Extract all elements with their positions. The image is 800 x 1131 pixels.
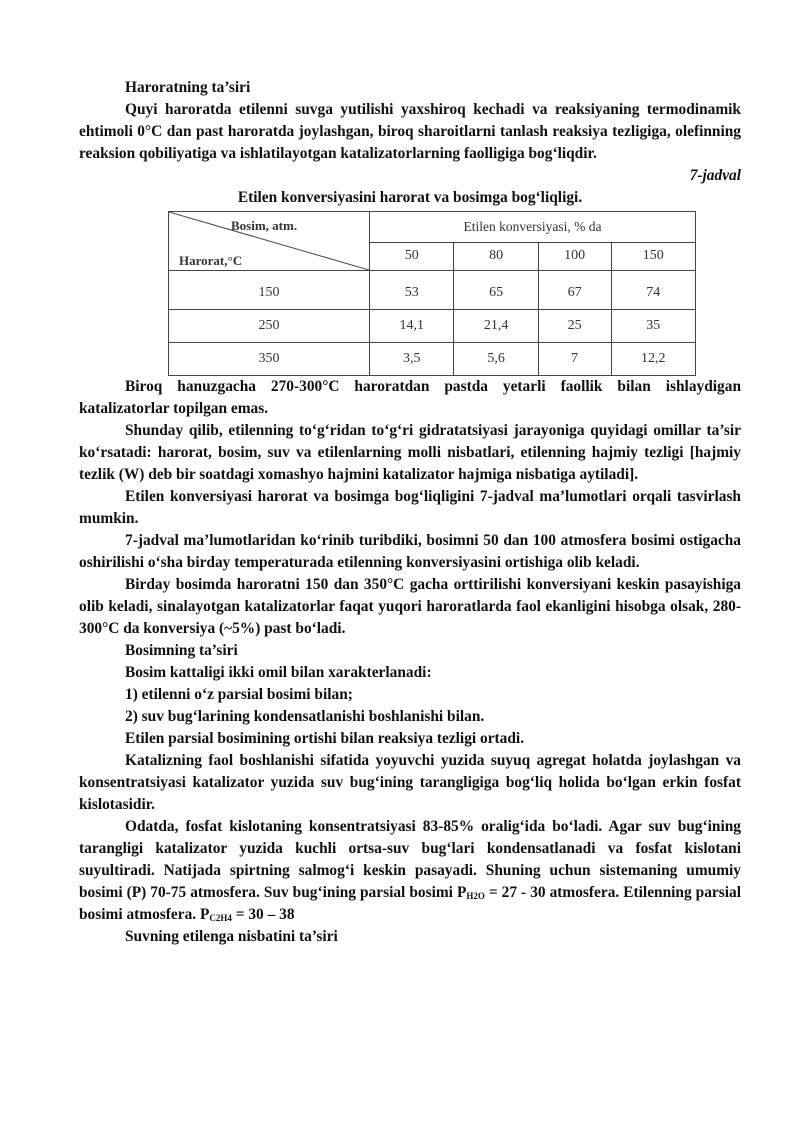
table-row	[169, 310, 696, 343]
list-item: 2) suv bug‘larining kondensatlanishi boshlanishi bilan.	[125, 708, 485, 725]
table-caption: Etilen konversiyasini harorat va bosimga bog‘liqligi.	[237, 189, 583, 206]
pressure-header: 100	[538, 242, 611, 270]
value-cell: 35	[611, 310, 695, 343]
value-cell: 21,4	[454, 310, 538, 343]
value-cell: 12,2	[611, 343, 695, 376]
value-cell: 5,6	[454, 343, 538, 376]
text-run: Odatda, fosfat kislotaning konsentratsiyasi 83-85% oralig‘ida bo‘ladi. Agar suv bug‘ining tarangligi katalizator yuzida kuchli ortsa-suv bug‘lari kondensatlanadi va fosfat kislotani suyultiradi. Natijada spirtning salmog‘i keskin pasayadi. Shuning uchun sistemaning umumiy bosimi (P) 70-75 atmosfera. Suv bug‘ining parsial bosimi P	[79, 818, 741, 901]
corner-label-temperature: Harorat,°C	[179, 253, 243, 268]
table-row	[169, 271, 696, 310]
pressure-header: 80	[454, 242, 538, 270]
table-label: 7-jadval	[689, 167, 741, 184]
list-item: 1) etilenni o‘z parsial bosimi bilan;	[125, 686, 353, 703]
subscript-c2h4: C2H4	[209, 913, 232, 923]
pressure-header: 150	[611, 242, 695, 270]
value-cell: 3,5	[370, 343, 454, 376]
table-row	[169, 343, 696, 376]
table-corner-cell	[169, 212, 370, 271]
conversion-table	[168, 211, 696, 376]
paragraph: Bosim kattaligi ikki omil bilan xarakterlanadi:	[125, 664, 432, 681]
paragraph: Shunday qilib, etilenning to‘g‘ridan to‘g‘ri gidratatsiyasi jarayoniga quyidagi omillar ta’sir ko‘rsatadi: harorat, bosim, suv va etilenlarning molli nisbatlari, etilenning hajmiy tezligi [hajmiy tezlik (W) deb bir soatdagi xomashyo hajmini katalizator hajmiga nisbatiga aytiladi].	[79, 422, 741, 483]
paragraph: Quyi haroratda etilenni suvga yutilishi yaxshiroq kechadi va reaksiyaning termodinamik ehtimoli 0°C dan past haroratda joylashgan, biroq sharoitlarni tanlash reaksiya tezligiga, olefinning reaksion qobiliyatiga va ishlatilayotgan katalizatorlarning faolligiga bog‘liqdir.	[79, 101, 741, 162]
group-header: Etilen konversiyasi, % da	[370, 212, 696, 243]
paragraph: Katalizning faol boshlanishi sifatida yoyuvchi yuzida suyuq agregat holatda joylashgan va konsentratsiyasi katalizator yuzida suv bug‘ining tarangligiga bog‘liq holida bo‘lgan erkin fosfat kislotasidir.	[79, 752, 741, 813]
value-cell: 65	[454, 271, 538, 310]
temp-cell: 350	[169, 343, 370, 376]
text-run: = 30 – 38	[231, 906, 295, 923]
value-cell: 25	[538, 310, 611, 343]
section-heading-water-ratio: Suvning etilenga nisbatini ta’siri	[125, 928, 338, 945]
text-run: = 27 - 30 atmosfera. Etilenning parsial bosimi atmosfera. P	[79, 884, 742, 923]
corner-label-pressure: Bosim, atm.	[231, 218, 298, 233]
pressure-header: 50	[370, 242, 454, 270]
value-cell: 7	[538, 343, 611, 376]
temp-cell: 150	[169, 271, 370, 310]
subscript-h2o: H2O	[466, 891, 485, 901]
paragraph	[79, 816, 741, 926]
section-heading-pressure: Bosimning ta’siri	[125, 642, 238, 659]
document-page	[79, 77, 741, 948]
paragraph: Etilen konversiyasi harorat va bosimga bog‘liqligini 7-jadval ma’lumotlari orqali tasvirlash mumkin.	[79, 488, 741, 527]
paragraph: 7-jadval ma’lumotlaridan ko‘rinib turibdiki, bosimni 50 dan 100 atmosfera bosimi ostigacha oshirilishi o‘sha birday temperaturada etilenning konversiyasini ortishiga olib keladi.	[79, 532, 741, 571]
value-cell: 14,1	[370, 310, 454, 343]
paragraph: Biroq hanuzgacha 270-300°C haroratdan pastda yetarli faollik bilan ishlaydigan katalizatorlar topilgan emas.	[79, 378, 741, 417]
temp-cell: 250	[169, 310, 370, 343]
paragraph: Etilen parsial bosimining ortishi bilan reaksiya tezligi ortadi.	[125, 730, 525, 747]
value-cell: 53	[370, 271, 454, 310]
paragraph: Birday bosimda haroratni 150 dan 350°C gacha orttirilishi konversiyani keskin pasayishiga olib keladi, sinalayotgan katalizatorlar faqat yuqori haroratlarda faol ekanligini hisobga olsak, 280-300°C da konversiya (~5%) past bo‘ladi.	[79, 576, 741, 637]
value-cell: 67	[538, 271, 611, 310]
section-heading-temperature: Haroratning ta’siri	[125, 79, 251, 96]
value-cell: 74	[611, 271, 695, 310]
